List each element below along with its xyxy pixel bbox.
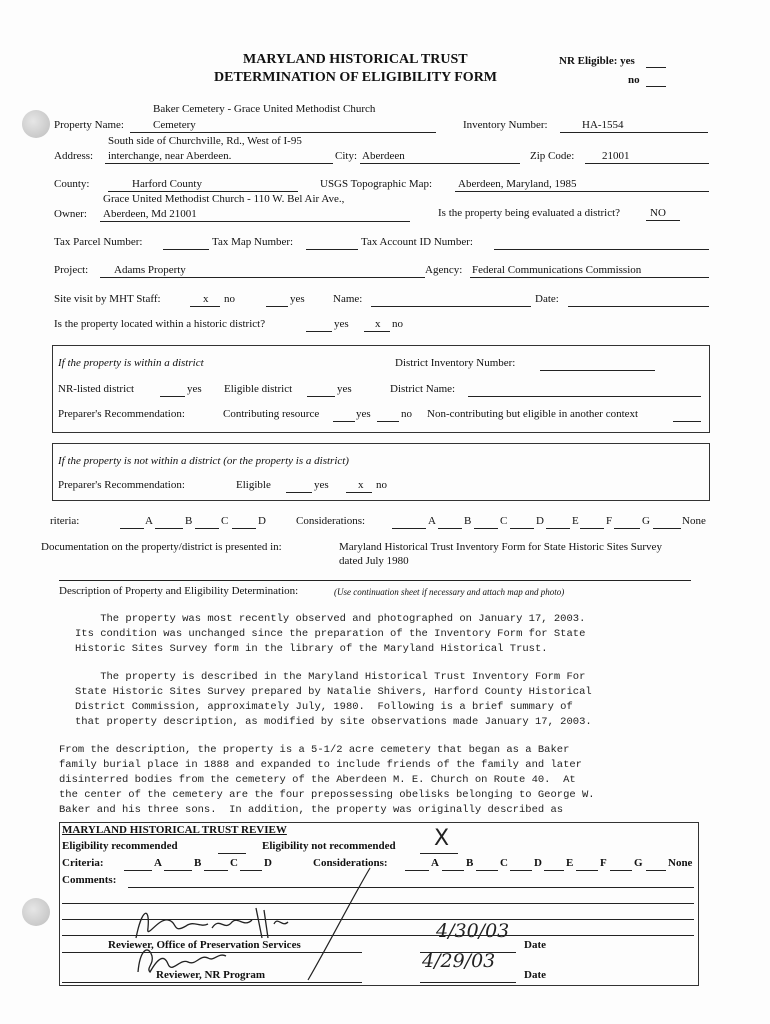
comments-label: Comments:: [62, 874, 117, 886]
cons-c-line[interactable]: [474, 528, 498, 529]
eligibility-recommended: Eligibility recommended: [62, 840, 178, 852]
review-criteria-label: Criteria:: [62, 857, 104, 869]
nr-listed-yes: yes: [187, 383, 202, 395]
zip-value: 21001: [602, 150, 630, 162]
review-cons-d-line[interactable]: [510, 870, 532, 871]
site-visit-yes-line[interactable]: [266, 306, 288, 307]
reviewer-nr-line[interactable]: [62, 982, 362, 983]
review-criteria-a: A: [154, 857, 162, 869]
eligibility-recommended-line[interactable]: [218, 853, 246, 854]
eligible-district-yes: yes: [337, 383, 352, 395]
cons-d: D: [536, 515, 544, 527]
criteria-a: A: [145, 515, 153, 527]
form-title-line1: MARYLAND HISTORICAL TRUST: [243, 52, 468, 67]
city-line[interactable]: [360, 163, 520, 164]
review-criteria-c-line[interactable]: [204, 870, 228, 871]
comments-line-1[interactable]: [128, 887, 694, 888]
contributing-label: Contributing resource: [223, 408, 320, 420]
review-cons-f: F: [600, 857, 607, 869]
zip-label: Zip Code:: [530, 150, 575, 162]
non-contributing-line[interactable]: [673, 421, 701, 422]
criteria-a-line[interactable]: [120, 528, 144, 529]
cons-g-line[interactable]: [614, 528, 640, 529]
eligible-district-label: Eligible district: [224, 383, 293, 395]
review-cons-c: C: [500, 857, 508, 869]
eligible-no: no: [376, 479, 387, 491]
description-p3-l1: From the description, the property is a 5-1/2 acre cemetery that began as a Baker: [59, 744, 570, 756]
cons-e: E: [572, 515, 579, 527]
contributing-yes-line[interactable]: [333, 421, 355, 422]
review-criteria-b: B: [194, 857, 202, 869]
zip-line[interactable]: [585, 163, 709, 164]
description-p2-l3: District Commission, approximately July, 1980. Following is a brief summary of: [75, 701, 573, 713]
property-name-label: Property Name:: [54, 119, 124, 131]
county-value: Harford County: [132, 178, 202, 190]
owner-line1: Grace United Methodist Church - 110 W. Bel Air Ave.,: [103, 193, 345, 205]
agency-value: Federal Communications Commission: [472, 264, 642, 276]
district-answer-line[interactable]: [646, 220, 680, 221]
review-cons-a-line[interactable]: [405, 870, 429, 871]
eligibility-not-recommended-line[interactable]: [420, 853, 458, 854]
review-criteria-c: C: [230, 857, 238, 869]
city-value: Aberdeen: [362, 150, 405, 162]
form-title-line2: DETERMINATION OF ELIGIBILITY FORM: [214, 70, 498, 85]
description-p2-l2: State Historic Sites Survey prepared by Natalie Shivers, Harford County Historical: [75, 686, 592, 698]
owner-line[interactable]: [100, 221, 410, 222]
reviewer-nr-label: Reviewer, NR Program: [156, 969, 266, 981]
description-rule: [59, 580, 691, 581]
review-criteria-d-line[interactable]: [240, 870, 262, 871]
reviewer-nr-date-label: Date: [524, 969, 546, 981]
description-p3-l5: Baker and his three sons. In addition, the property was originally described as: [59, 804, 564, 816]
cons-d-line[interactable]: [510, 528, 534, 529]
eligibility-not-recommended: Eligibility not recommended: [262, 840, 396, 852]
inventory-value: HA-1554: [582, 119, 624, 131]
description-p3-l3: disinterred bodies from the cemetery of the Aberdeen M. E. Church on Route 40. At: [59, 774, 576, 786]
address-value: interchange, near Aberdeen.: [108, 150, 232, 162]
review-cons-c-line[interactable]: [476, 870, 498, 871]
eligible-no-line[interactable]: [346, 492, 372, 493]
historic-no-line[interactable]: [364, 331, 390, 332]
district-answer: NO: [650, 207, 666, 219]
district-name-line[interactable]: [468, 396, 701, 397]
contributing-no: no: [401, 408, 412, 420]
reviewer-nr-date-line[interactable]: [420, 982, 516, 983]
cons-a-line[interactable]: [392, 528, 426, 529]
reviewer-ops-label: Reviewer, Office of Preservation Services: [108, 939, 301, 951]
cons-c: C: [500, 515, 508, 527]
review-cons-g: G: [634, 857, 643, 869]
description-p2-l4: that property description, as modified by site observations made January 17, 2003.: [75, 716, 592, 728]
criteria-d-line[interactable]: [232, 528, 256, 529]
review-cons-none-line[interactable]: [646, 870, 666, 871]
tax-map-label: Tax Map Number:: [212, 236, 294, 248]
description-p1-l3: Historic Sites Survey form in the library of the Maryland Historical Trust.: [75, 643, 548, 655]
site-visit-date-line[interactable]: [568, 306, 709, 307]
nr-eligible-no: no: [628, 74, 640, 86]
considerations-label: Considerations:: [296, 515, 366, 527]
eligible-yes: yes: [314, 479, 329, 491]
contributing-no-line[interactable]: [377, 421, 399, 422]
site-visit-no-line[interactable]: [190, 306, 220, 307]
cons-none: None: [682, 515, 706, 527]
historic-yes: yes: [334, 318, 349, 330]
review-cons-d: D: [534, 857, 542, 869]
review-cons-none: None: [668, 857, 693, 869]
criteria-label: riteria:: [50, 515, 80, 527]
eligible-label: Eligible: [236, 479, 271, 491]
city-label: City:: [335, 150, 358, 162]
address-line[interactable]: [105, 163, 333, 164]
review-cons-f-line[interactable]: [576, 870, 598, 871]
district-name-label: District Name:: [390, 383, 456, 395]
site-visit-date-label: Date:: [535, 293, 559, 305]
tax-account-line[interactable]: [494, 249, 709, 250]
site-visit-label: Site visit by MHT Staff:: [54, 293, 161, 305]
nr-eligible-no-line[interactable]: [646, 86, 666, 87]
description-note: (Use continuation sheet if necessary and attach map and photo): [334, 587, 565, 597]
cons-g: G: [642, 515, 650, 527]
criteria-c: C: [221, 515, 229, 527]
site-visit-name-label: Name:: [333, 293, 363, 305]
project-label: Project:: [54, 264, 89, 276]
nr-eligible-yes-line[interactable]: [646, 67, 666, 68]
project-value: Adams Property: [114, 264, 186, 276]
usgs-value: Aberdeen, Maryland, 1985: [458, 178, 577, 190]
district-question: Is the property being evaluated a district?: [438, 207, 621, 219]
tax-parcel-label: Tax Parcel Number:: [54, 236, 143, 248]
criteria-c-line[interactable]: [195, 528, 219, 529]
documentation-value-line2: dated July 1980: [339, 555, 409, 567]
description-p1-l1: The property was most recently observed and photographed on January 17, 2003.: [75, 613, 586, 625]
owner-label: Owner:: [54, 208, 87, 220]
eligible-x: x: [358, 479, 364, 491]
historic-yes-line[interactable]: [306, 331, 332, 332]
site-visit-name-line[interactable]: [371, 306, 531, 307]
county-label: County:: [54, 178, 90, 190]
punch-hole-bottom: [22, 898, 50, 926]
review-cons-b-line[interactable]: [442, 870, 464, 871]
within-prep-rec-label: Preparer's Recommendation:: [58, 408, 185, 420]
description-label: Description of Property and Eligibility Determination:: [59, 585, 299, 597]
tax-parcel-line[interactable]: [163, 249, 209, 250]
site-visit-no: no: [224, 293, 235, 305]
agency-label: Agency:: [425, 264, 463, 276]
review-considerations-label: Considerations:: [313, 857, 388, 869]
site-visit-x: x: [203, 293, 209, 305]
nr-listed-yes-line[interactable]: [160, 396, 185, 397]
project-line[interactable]: [100, 277, 425, 278]
within-district-heading: If the property is within a district: [58, 357, 204, 369]
site-visit-yes: yes: [290, 293, 305, 305]
agency-line[interactable]: [470, 277, 709, 278]
not-within-prep-rec-label: Preparer's Recommendation:: [58, 479, 185, 491]
inventory-label: Inventory Number:: [463, 119, 548, 131]
description-p2-l1: The property is described in the Maryland Historical Trust Inventory Form For: [75, 671, 586, 683]
property-name-value: Cemetery: [153, 119, 196, 131]
cons-b: B: [464, 515, 472, 527]
criteria-b-line[interactable]: [155, 528, 183, 529]
reviewer-ops-date-value: 4/30/03: [436, 920, 510, 942]
address-label: Address:: [54, 150, 94, 162]
cons-f-line[interactable]: [580, 528, 604, 529]
contributing-yes: yes: [356, 408, 371, 420]
approval-stroke: [300, 862, 380, 982]
historic-x: x: [375, 318, 381, 330]
documentation-label: Documentation on the property/district is presented in:: [41, 541, 282, 553]
county-line[interactable]: [108, 191, 298, 192]
review-cons-e-line[interactable]: [544, 870, 564, 871]
review-cons-b: B: [466, 857, 474, 869]
cons-e-line[interactable]: [546, 528, 570, 529]
review-cons-a: A: [431, 857, 439, 869]
nr-eligible-yes: NR Eligible: yes: [559, 55, 635, 67]
review-cons-e: E: [566, 857, 574, 869]
cons-f: F: [606, 515, 613, 527]
reviewer-nr-date-value: 4/29/03: [422, 950, 496, 972]
documentation-value-line1: Maryland Historical Trust Inventory Form for State Historic Sites Survey: [339, 541, 662, 553]
description-p3-l2: family burial place in 1888 and expanded to include friends of the family and later: [59, 759, 582, 771]
review-heading: MARYLAND HISTORICAL TRUST REVIEW: [62, 824, 287, 836]
cons-none-line[interactable]: [653, 528, 681, 529]
not-within-district-box: [52, 443, 710, 501]
usgs-line[interactable]: [455, 191, 709, 192]
eligible-district-yes-line[interactable]: [307, 396, 335, 397]
cons-a: A: [428, 515, 436, 527]
criteria-b: B: [185, 515, 193, 527]
property-name-line1: Baker Cemetery - Grace United Methodist Church: [153, 103, 376, 115]
inventory-line[interactable]: [560, 132, 708, 133]
review-criteria-b-line[interactable]: [164, 870, 192, 871]
property-name-line[interactable]: [130, 132, 436, 133]
description-p3-l4: the center of the cemetery are the four prepossessing obelisks belonging to George W.: [59, 789, 595, 801]
eligible-yes-line[interactable]: [286, 492, 312, 493]
reviewer-ops-date-label: Date: [524, 939, 546, 951]
criteria-d: D: [258, 515, 266, 527]
cons-b-line[interactable]: [438, 528, 462, 529]
punch-hole-top: [22, 110, 50, 138]
usgs-label: USGS Topographic Map:: [320, 178, 433, 190]
tax-map-line[interactable]: [306, 249, 358, 250]
review-criteria-d: D: [264, 857, 272, 869]
non-contributing-label: Non-contributing but eligible in another context: [427, 408, 639, 420]
not-within-district-heading: If the property is not within a district (or the property is a district): [58, 455, 349, 467]
historic-no: no: [392, 318, 403, 330]
nr-listed-label: NR-listed district: [58, 383, 135, 395]
eligibility-x-mark: X: [434, 826, 450, 851]
owner-value: Aberdeen, Md 21001: [103, 208, 197, 220]
district-inventory-label: District Inventory Number:: [395, 357, 516, 369]
tax-account-label: Tax Account ID Number:: [361, 236, 473, 248]
district-inventory-line[interactable]: [540, 370, 655, 371]
review-criteria-a-line[interactable]: [124, 870, 152, 871]
address-line1: South side of Churchville, Rd., West of I-95: [108, 135, 302, 147]
review-cons-g-line[interactable]: [610, 870, 632, 871]
description-p1-l2: Its condition was unchanged since the preparation of the Inventory Form for State: [75, 628, 586, 640]
reviewer-ops-line[interactable]: [62, 952, 362, 953]
historic-district-question: Is the property located within a historic district?: [54, 318, 266, 330]
